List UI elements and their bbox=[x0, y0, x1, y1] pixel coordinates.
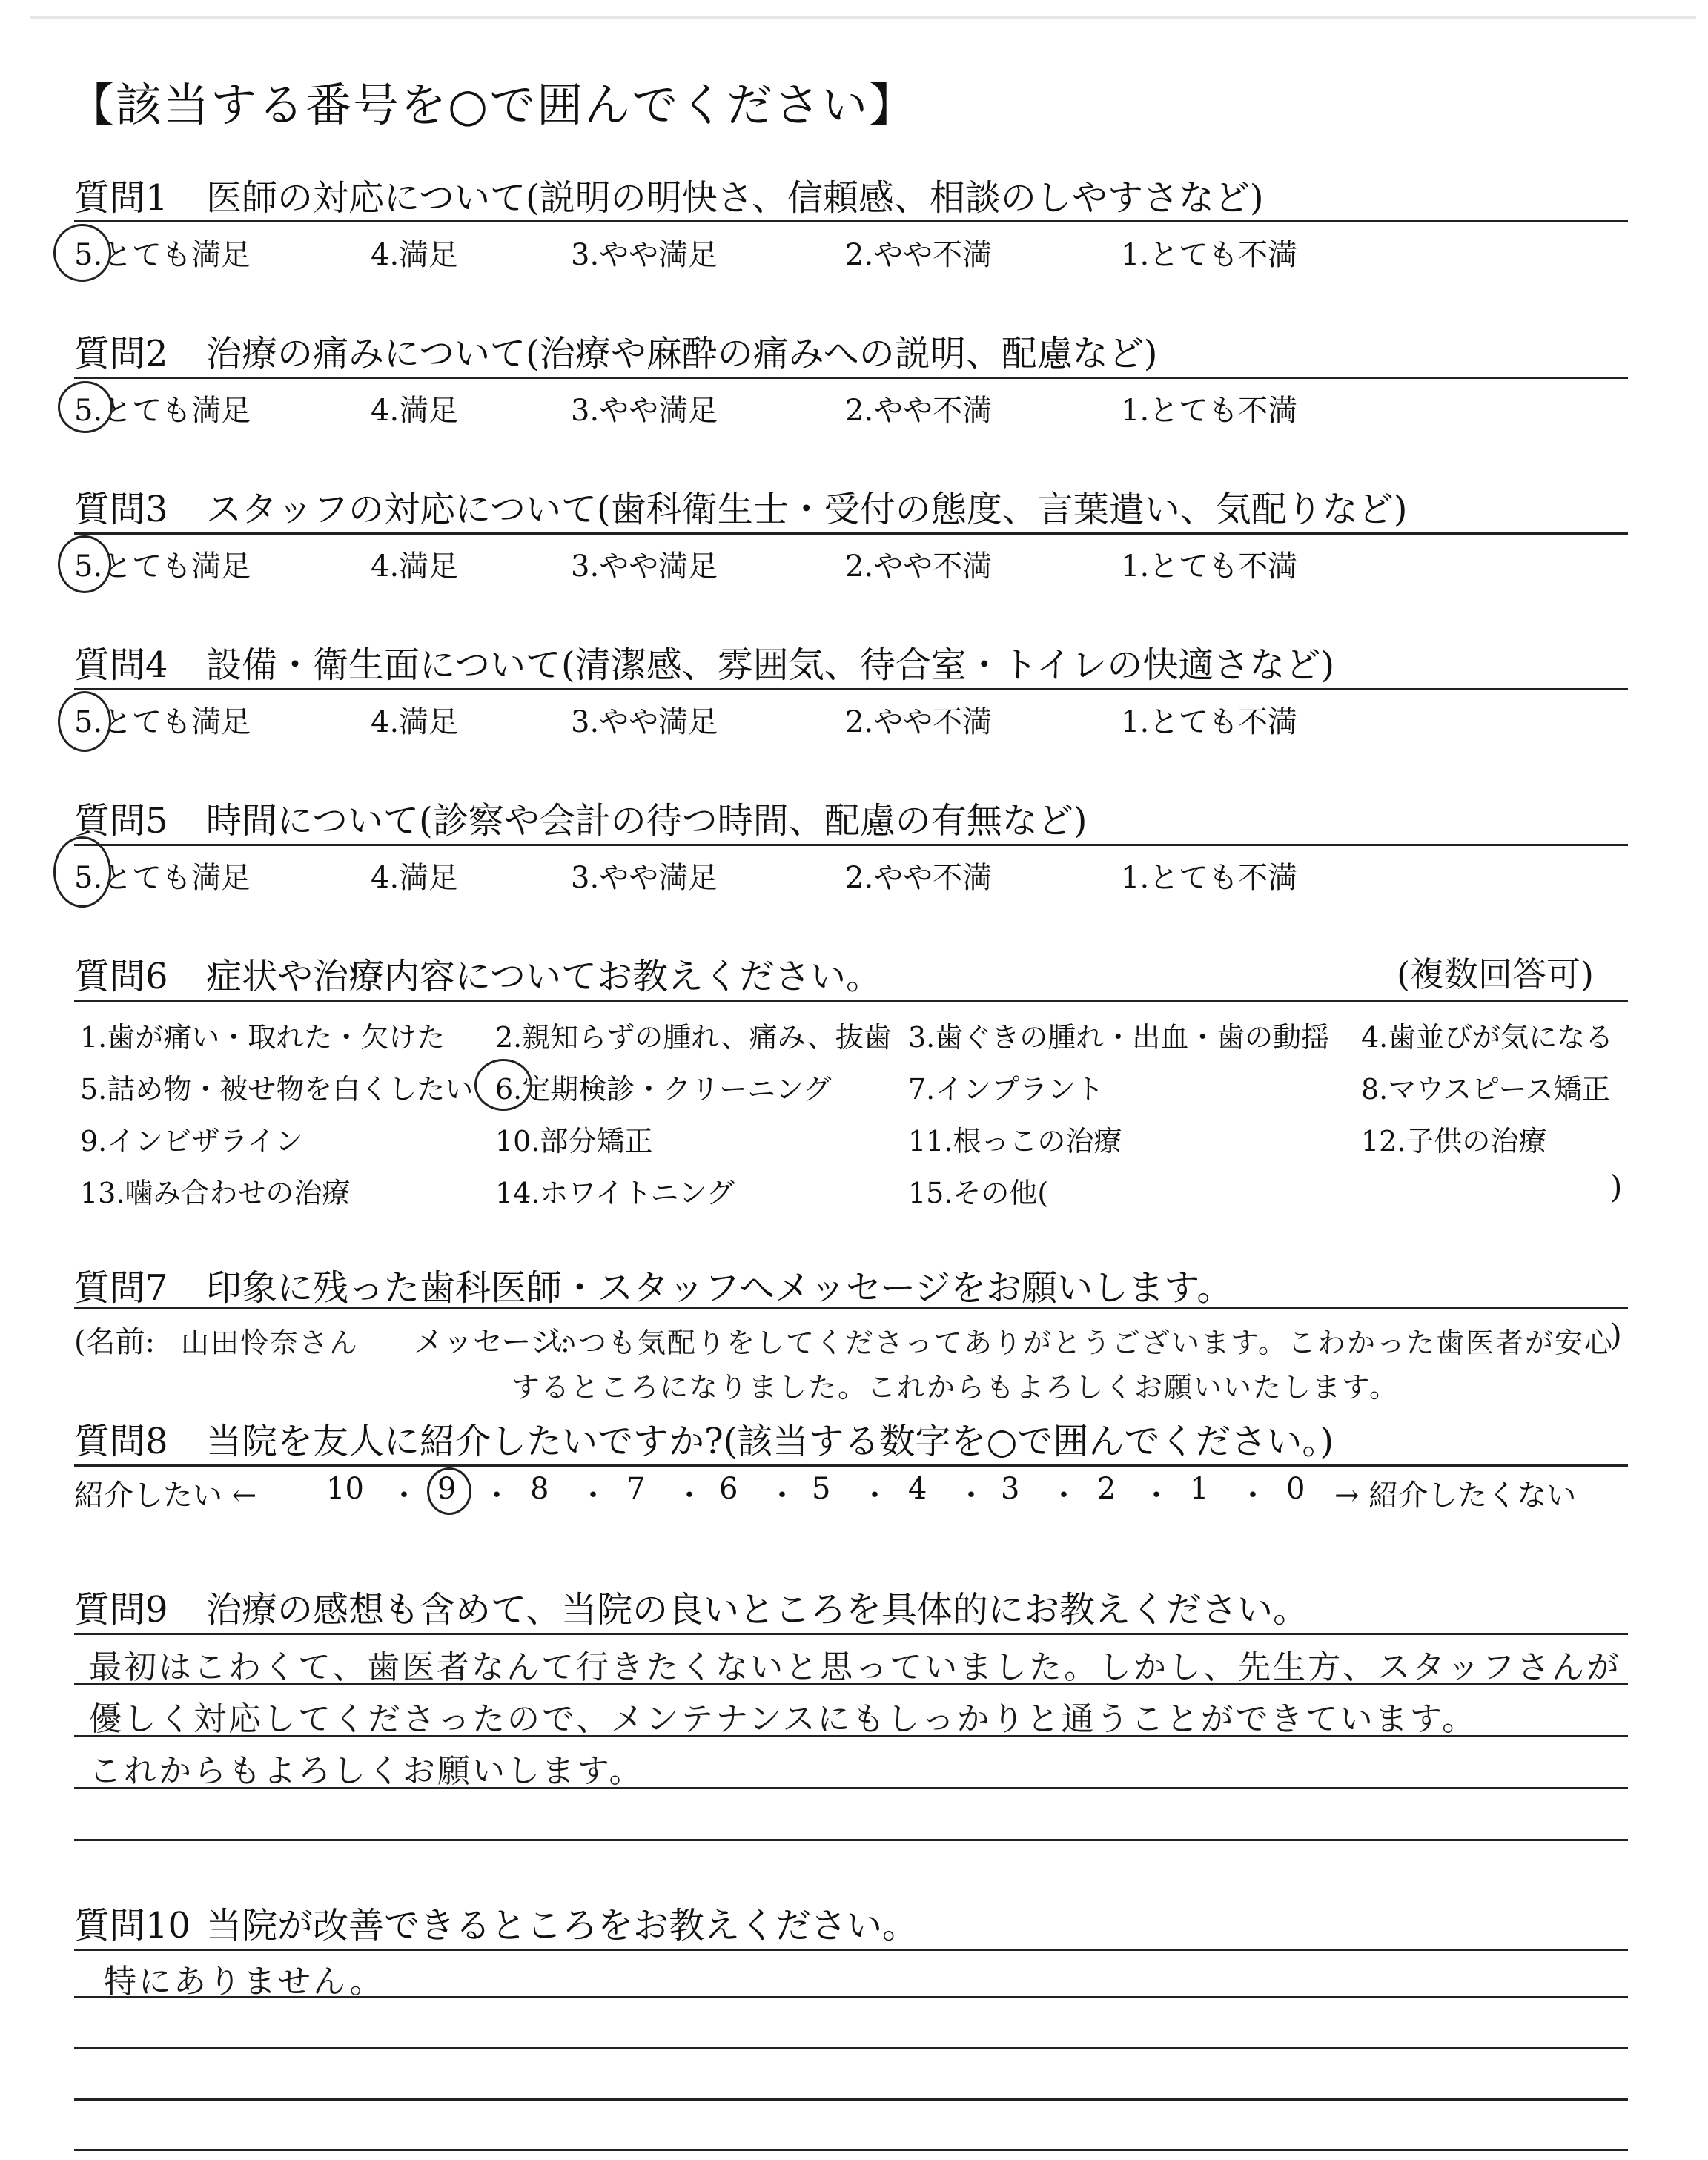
handwritten-answer-line: 特にありません。 bbox=[104, 1963, 385, 2001]
symptom-option[interactable]: 3.歯ぐきの腫れ・出血・歯の動揺 bbox=[908, 1021, 1330, 1054]
rating-option-2[interactable]: 2.やや不満 bbox=[845, 705, 993, 739]
question-number: 質問9 bbox=[74, 1589, 168, 1631]
scale-separator: ・ bbox=[767, 1479, 797, 1513]
scale-left-label: 紹介したい ← bbox=[74, 1479, 257, 1513]
rating-option-4[interactable]: 4.満足 bbox=[371, 549, 459, 584]
rule bbox=[74, 377, 1628, 379]
question-number: 質問5 bbox=[74, 800, 168, 842]
symptom-option[interactable]: 10.部分矯正 bbox=[495, 1125, 653, 1157]
rule bbox=[74, 220, 1628, 222]
scale-separator: ・ bbox=[1142, 1479, 1171, 1513]
answer-circle bbox=[53, 836, 111, 908]
rating-options-q1 bbox=[74, 231, 1631, 276]
symptom-option[interactable]: 11.根っこの治療 bbox=[908, 1125, 1122, 1157]
rating-option-2[interactable]: 2.やや不満 bbox=[845, 861, 993, 895]
name-value-handwritten: 山田怜奈さん bbox=[181, 1327, 360, 1359]
rule bbox=[74, 1464, 1628, 1467]
question-text: スタッフの対応について(歯科衛生士・受付の態度、言葉遣い、気配りなど) bbox=[206, 489, 1408, 530]
answer-circle bbox=[427, 1467, 471, 1515]
rule bbox=[74, 1000, 1628, 1002]
symptom-option[interactable]: 13.噛み合わせの治療 bbox=[80, 1177, 351, 1209]
rating-option-3[interactable]: 3.やや満足 bbox=[571, 705, 718, 739]
rating-options-q5 bbox=[74, 854, 1631, 899]
name-label: (名前: bbox=[74, 1325, 156, 1359]
top-edge-line bbox=[30, 16, 1696, 19]
rating-option-5[interactable]: 5.とても満足 bbox=[74, 861, 251, 895]
rule bbox=[74, 2149, 1628, 2151]
question-4 bbox=[74, 636, 1334, 687]
question-text: 症状や治療内容についてお教えください。 bbox=[206, 956, 882, 997]
rating-option-2[interactable]: 2.やや不満 bbox=[845, 394, 993, 428]
rating-option-1[interactable]: 1.とても不満 bbox=[1121, 238, 1298, 272]
question-number: 質問10 bbox=[74, 1905, 191, 1946]
scale-separator: ・ bbox=[482, 1479, 512, 1513]
page-title: 【該当する番号を○で囲んでください】 bbox=[68, 78, 917, 132]
question-5 bbox=[74, 792, 1088, 843]
rating-option-5[interactable]: 5.とても満足 bbox=[74, 394, 251, 428]
symptom-option[interactable]: 12.子供の治療 bbox=[1361, 1125, 1547, 1157]
rating-option-2[interactable]: 2.やや不満 bbox=[845, 549, 993, 584]
message-handwritten-line-2: するところになりました。これからもよろしくお願いいたします。 bbox=[512, 1371, 1399, 1404]
question-number: 質問3 bbox=[74, 489, 168, 530]
question-7 bbox=[74, 1259, 1232, 1310]
answer-circle bbox=[58, 381, 113, 433]
question-number: 質問4 bbox=[74, 644, 168, 686]
scale-separator: ・ bbox=[1049, 1479, 1079, 1513]
other-close-paren: ) bbox=[1610, 1169, 1623, 1205]
rating-option-1[interactable]: 1.とても不満 bbox=[1121, 861, 1298, 895]
rule bbox=[74, 2047, 1628, 2049]
message-label: メッセージ: bbox=[414, 1325, 571, 1359]
rating-options-q3 bbox=[74, 543, 1631, 587]
scale-value[interactable]: 7 bbox=[626, 1472, 646, 1506]
rating-option-5[interactable]: 5.とても満足 bbox=[74, 238, 251, 272]
scale-value[interactable]: 6 bbox=[719, 1472, 738, 1506]
question-text: 治療の感想も含めて、当院の良いところを具体的にお教えください。 bbox=[206, 1589, 1309, 1631]
scale-value[interactable]: 0 bbox=[1286, 1472, 1305, 1506]
question-number: 質問2 bbox=[74, 333, 168, 374]
rule bbox=[74, 1307, 1628, 1309]
rule bbox=[74, 2098, 1628, 2101]
rating-options-q4 bbox=[74, 698, 1631, 743]
symptom-option[interactable]: 6.定期検診・クリーニング bbox=[495, 1073, 832, 1106]
question-number: 質問1 bbox=[74, 177, 168, 219]
rating-option-3[interactable]: 3.やや満足 bbox=[571, 549, 718, 584]
question-8 bbox=[74, 1413, 1334, 1464]
scale-value[interactable]: 3 bbox=[1001, 1472, 1020, 1506]
question-text: 治療の痛みについて(治療や麻酔の痛みへの説明、配慮など) bbox=[206, 333, 1158, 374]
question-text: 設備・衛生面について(清潔感、雰囲気、待合室・トイレの快適さなど) bbox=[206, 644, 1335, 686]
scale-separator: ・ bbox=[860, 1479, 890, 1513]
question-text: 印象に残った歯科医師・スタッフへメッセージをお願いします。 bbox=[206, 1267, 1233, 1309]
question-text: 医師の対応について(説明の明快さ、信頼感、相談のしやすさなど) bbox=[206, 177, 1264, 219]
symptom-option[interactable]: 8.マウスピース矯正 bbox=[1361, 1073, 1610, 1106]
question-text: 当院を友人に紹介したいですか?(該当する数字を○で囲んでください。) bbox=[206, 1421, 1334, 1462]
question-6 bbox=[74, 948, 881, 999]
scale-value[interactable]: 2 bbox=[1097, 1472, 1116, 1506]
rating-option-4[interactable]: 4.満足 bbox=[371, 238, 459, 272]
rating-option-3[interactable]: 3.やや満足 bbox=[571, 238, 718, 272]
question-1 bbox=[74, 169, 1264, 220]
rating-option-3[interactable]: 3.やや満足 bbox=[571, 861, 718, 895]
question-9 bbox=[74, 1581, 1308, 1632]
scale-separator: ・ bbox=[1238, 1479, 1268, 1513]
symptom-option[interactable]: 7.インプラント bbox=[908, 1073, 1105, 1106]
symptom-option[interactable]: 9.インビザライン bbox=[80, 1125, 304, 1157]
symptom-option[interactable]: 1.歯が痛い・取れた・欠けた bbox=[80, 1021, 446, 1054]
question-text: 時間について(診察や会計の待つ時間、配慮の有無など) bbox=[206, 800, 1088, 842]
rating-options-q2 bbox=[74, 387, 1631, 432]
rating-option-2[interactable]: 2.やや不満 bbox=[845, 238, 993, 272]
scale-separator: ・ bbox=[956, 1479, 986, 1513]
multiple-answers-note: (複数回答可) bbox=[1397, 954, 1594, 994]
message-row bbox=[74, 1318, 155, 1361]
question-number: 質問8 bbox=[74, 1421, 168, 1462]
scale-value[interactable]: 4 bbox=[908, 1472, 927, 1506]
scale-separator: ・ bbox=[389, 1479, 419, 1513]
symptom-option[interactable]: 15.その他( bbox=[908, 1177, 1049, 1209]
rating-option-4[interactable]: 4.満足 bbox=[371, 861, 459, 895]
answer-circle bbox=[58, 535, 111, 593]
rating-option-5[interactable]: 5.とても満足 bbox=[74, 549, 251, 584]
symptom-option[interactable]: 14.ホワイトニング bbox=[495, 1177, 735, 1209]
scale-value[interactable]: 5 bbox=[812, 1472, 831, 1506]
question-number: 質問7 bbox=[74, 1267, 168, 1309]
scale-value[interactable]: 10 bbox=[326, 1472, 364, 1506]
rule bbox=[74, 1839, 1628, 1841]
rule bbox=[74, 532, 1628, 535]
message-close-paren: ) bbox=[1610, 1318, 1622, 1353]
question-number: 質問6 bbox=[74, 956, 168, 997]
rating-option-4[interactable]: 4.満足 bbox=[371, 394, 459, 428]
question-2 bbox=[74, 325, 1158, 376]
message-handwritten-line-1: いつも気配りをしてくださってありがとうございます。こわかった歯医者が安心 bbox=[549, 1327, 1614, 1359]
question-text: 当院が改善できるところをお教えください。 bbox=[206, 1905, 918, 1946]
scale-right-label: → 紹介したくない bbox=[1334, 1479, 1577, 1513]
handwritten-answer-line: 最初はこわくて、歯医者なんて行きたくないと思っていました。しかし、先生方、スタッフさんが bbox=[89, 1648, 1622, 1686]
scale-value[interactable]: 9 bbox=[437, 1472, 457, 1506]
referral-scale bbox=[74, 1472, 1631, 1516]
handwritten-answer-line: 優しく対応してくださったので、メンテナンスにもしっかりと通うことができています。 bbox=[89, 1700, 1477, 1738]
question-10 bbox=[74, 1897, 918, 1948]
scale-separator: ・ bbox=[675, 1479, 704, 1513]
rule bbox=[74, 688, 1628, 690]
scale-value[interactable]: 1 bbox=[1190, 1472, 1209, 1506]
rule bbox=[74, 844, 1628, 846]
question-3 bbox=[74, 480, 1408, 532]
rating-option-3[interactable]: 3.やや満足 bbox=[571, 394, 718, 428]
rating-option-1[interactable]: 1.とても不満 bbox=[1121, 705, 1298, 739]
rule bbox=[74, 1949, 1628, 1951]
symptom-option[interactable]: 4.歯並びが気になる bbox=[1361, 1021, 1614, 1054]
symptom-option[interactable]: 2.親知らずの腫れ、痛み、抜歯 bbox=[495, 1021, 892, 1054]
rule bbox=[74, 1633, 1628, 1635]
rating-option-1[interactable]: 1.とても不満 bbox=[1121, 549, 1298, 584]
rating-option-1[interactable]: 1.とても不満 bbox=[1121, 394, 1298, 428]
answer-circle bbox=[58, 691, 111, 752]
rating-option-4[interactable]: 4.満足 bbox=[371, 705, 459, 739]
symptom-option[interactable]: 5.詰め物・被せ物を白くしたい bbox=[80, 1073, 474, 1106]
scale-separator: ・ bbox=[578, 1479, 608, 1513]
handwritten-answer-line: これからもよろしくお願いします。 bbox=[89, 1752, 644, 1790]
answer-circle bbox=[474, 1059, 532, 1111]
rating-option-5[interactable]: 5.とても満足 bbox=[74, 705, 251, 739]
answer-circle bbox=[53, 224, 111, 282]
scale-value[interactable]: 8 bbox=[530, 1472, 549, 1506]
